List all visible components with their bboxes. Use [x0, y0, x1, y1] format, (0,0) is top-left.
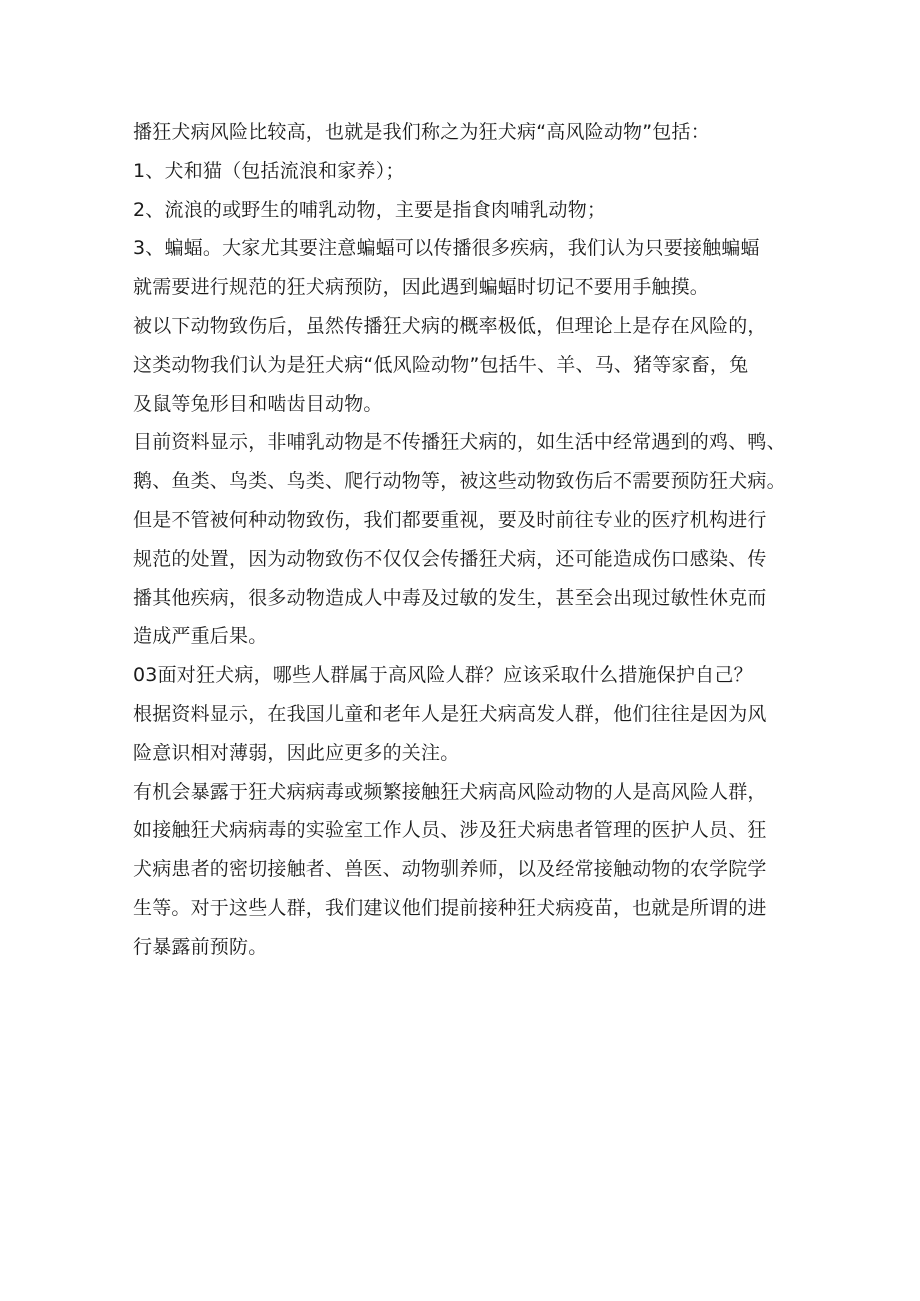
text-line: 但是不管被何种动物致伤，我们都要重视，要及时前往专业的医疗机构进行 [133, 508, 767, 531]
text-line: 鹅、鱼类、鸟类、鸟类、爬行动物等，被这些动物致伤后不需要预防狂犬病。 [133, 470, 786, 493]
text-line: 这类动物我们认为是狂犬病“低风险动物”包括牛、羊、马、猪等家畜，兔 [133, 353, 749, 376]
text-line: 险意识相对薄弱，因此应更多的关注。 [133, 741, 460, 764]
list-item-wild-mammals [133, 191, 798, 230]
text-line: 1、犬和猫（包括流浪和家养）； [133, 159, 405, 182]
text-line: 播狂犬病风险比较高，也就是我们称之为狂犬病“高风险动物”包括： [133, 121, 710, 143]
section-heading-high-risk-groups [133, 656, 798, 695]
text-line: 播其他疾病，很多动物造成人中毒及过敏的发生，甚至会出现过敏性休克而 [133, 586, 767, 609]
text-line: 如接触狂犬病病毒的实验室工作人员、涉及狂犬病患者管理的医护人员、狂 [133, 819, 767, 842]
paragraph-high-risk-animals-intro [133, 113, 798, 152]
text-line: 就需要进行规范的狂犬病预防，因此遇到蝙蝠时切记不要用手触摸。 [133, 276, 710, 299]
list-item-bats [133, 229, 798, 307]
document-body [133, 113, 798, 967]
text-line: 根据资料显示，在我国儿童和老年人是狂犬病高发人群，他们往往是因为风 [133, 702, 767, 725]
text-line: 2、流浪的或野生的哺乳动物，主要是指食肉哺乳动物； [133, 198, 607, 221]
text-line: 被以下动物致伤后，虽然传播狂犬病的概率极低，但理论上是存在风险的， [133, 314, 767, 337]
paragraph-children-elderly [133, 695, 798, 773]
paragraph-non-mammals [133, 423, 798, 656]
text-line: 03面对狂犬病，哪些人群属于高风险人群？应该采取什么措施保护自己？ [133, 664, 753, 687]
text-line: 及鼠等兔形目和啮齿目动物。 [133, 392, 383, 415]
text-line: 犬病患者的密切接触者、兽医、动物驯养师，以及经常接触动物的农学院学 [133, 858, 767, 881]
text-line: 有机会暴露于狂犬病病毒或频繁接触狂犬病高风险动物的人是高风险人群， [133, 780, 767, 803]
text-line: 目前资料显示，非哺乳动物是不传播狂犬病的，如生活中经常遇到的鸡、鸭、 [133, 431, 786, 454]
paragraph-low-risk-animals [133, 307, 798, 423]
paragraph-high-risk-population [133, 773, 798, 967]
text-line: 3、蝙蝠。大家尤其要注意蝙蝠可以传播很多疾病，我们认为只要接触蝙蝠 [133, 237, 760, 260]
text-line: 造成严重后果。 [133, 625, 268, 648]
text-line: 行暴露前预防。 [133, 935, 268, 958]
list-item-dogs-cats [133, 152, 798, 191]
text-line: 生等。对于这些人群，我们建议他们提前接种狂犬病疫苗，也就是所谓的进 [133, 896, 767, 919]
text-line: 规范的处置，因为动物致伤不仅仅会传播狂犬病，还可能造成伤口感染、传 [133, 547, 767, 570]
